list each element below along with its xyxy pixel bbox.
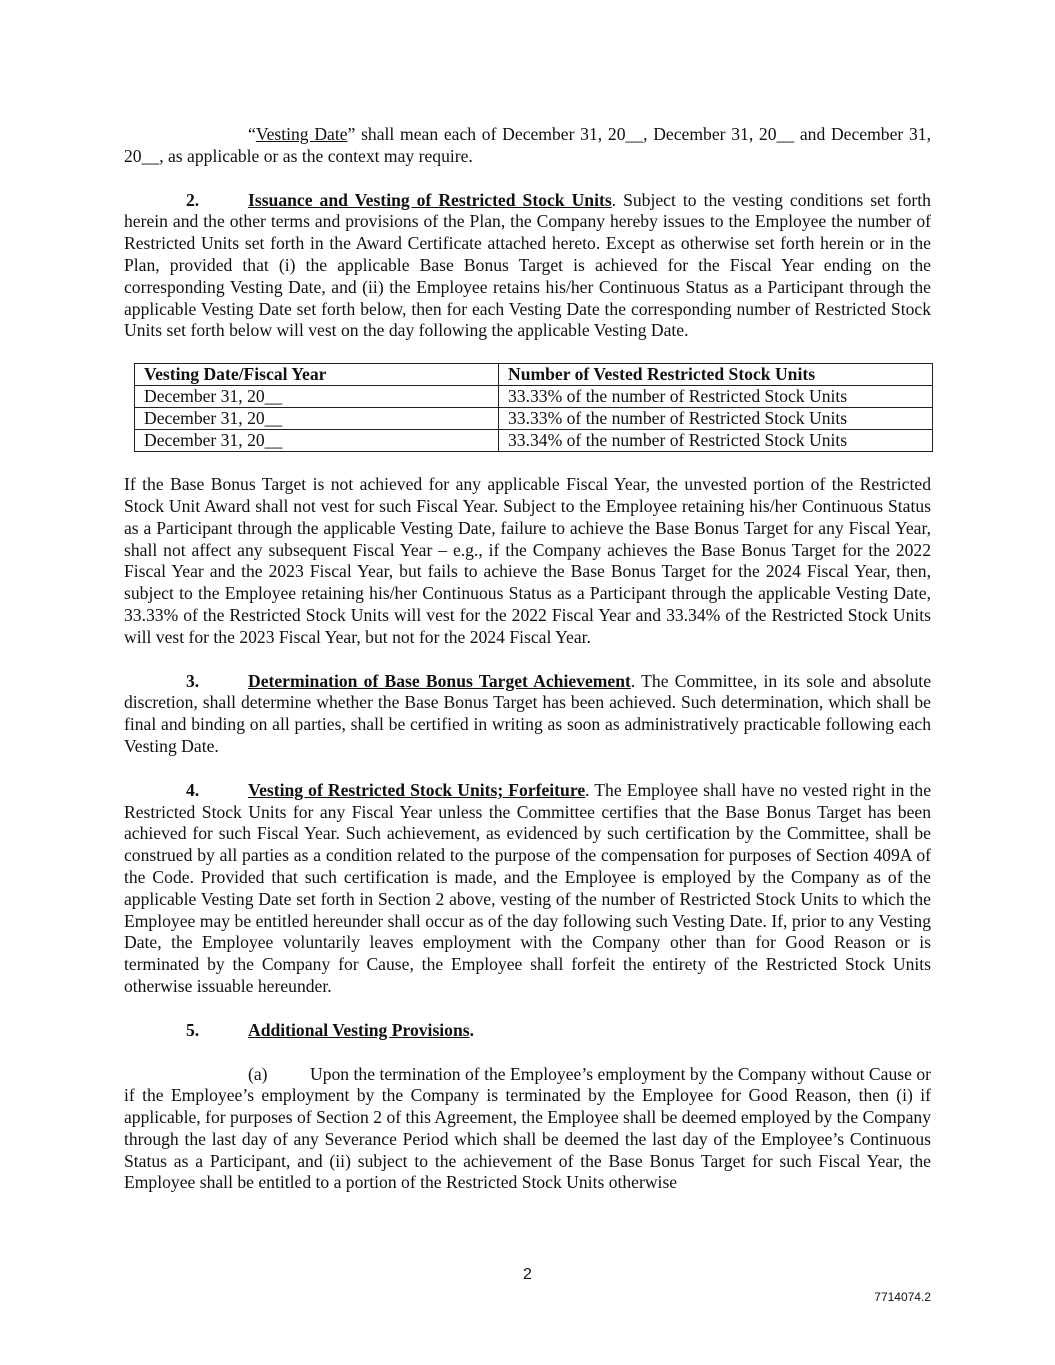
defined-term: Vesting Date [255,124,348,144]
section-5-title-end: . [469,1019,475,1040]
section-4-body: The Employee shall have no vested right in the Restricted Stock Units for any Fiscal Year unless the Committee certifies that the Base Bonus Target has been achieved for such Fiscal Year. Such achievement, as evidenced by such certification by the Committee, shall be construed by all parties as a condition related to the purpose of the compensation for purposes of Section 409A of the Code. Provided that such certification is made, and the Employee is employed by the Company as of the applicable Vesting Date set forth in Section 2 above, vesting of the number of Restricted Stock Units to which the Employee may be entitled hereunder shall occur as of the day following such Vesting Date. If, prior to any Vesting Date, the Employee voluntarily leaves employment with the Company other than for Good Reason or is terminated by the Company for Cause, the Employee shall forfeit the entirety of the Restricted Stock Units otherwise issuable hereunder. [124,779,932,996]
table-row [135,386,933,408]
section-3-title-end: . [630,670,636,691]
section-5 [124,1020,931,1042]
section-3-body: The Committee, in its sole and absolute discretion, shall determine whether the Base Bonus Target has been achieved. Such determination, which shall be final and binding on all parties, shall be certified in writing as soon as administratively practicable following each Vesting Date. [124,670,932,756]
section-4-title-end: . [585,779,590,800]
section-5-number: 5. [186,1019,200,1040]
section-2-title: Issuance and Vesting of Restricted Stock Units [248,189,612,210]
section-5-title: Additional Vesting Provisions [248,1019,470,1040]
section-2-body: Subject to the vesting conditions set forth herein and the other terms and provisions of the Plan, the Company hereby issues to the Employee the number of Restricted Units set forth in the Award Certificate attached hereto. Except as otherwise set forth herein or in the Plan, provided that (i) the applicable Base Bonus Target is achieved for the Fiscal Year ending on the corresponding Vesting Date, and (ii) the Employee retains his/her Continuous Status as a Participant through the applicable Vesting Date set forth below, then for each Vesting Date the corresponding number of Restricted Stock Units set forth below will vest on the day following the applicable Vesting Date. [124,189,931,341]
table-header-row [135,364,933,386]
open-quote: “ [248,124,256,144]
table-row [135,430,933,452]
document-id: 7714074.2 [874,1290,931,1304]
vesting-date-cell: December 31, 20__ [135,408,499,430]
vested-units-cell: 33.33% of the number of Restricted Stock Units [499,386,933,408]
column-header-vesting-date: Vesting Date/Fiscal Year [135,364,499,386]
base-bonus-target-paragraph: If the Base Bonus Target is not achieved for any applicable Fiscal Year, the unvested portion of the Restricted Stock Unit Award shall not vest for such Fiscal Year. Subject to the Employee retaining his/her Continuous Status as a Participant through the applicable Vesting Date, failure to achieve the Base Bonus Target for any Fiscal Year, shall not affect any subsequent Fiscal Year – e.g., if the Company achieves the Base Bonus Target for the 2022 Fiscal Year and the 2023 Fiscal Year, but fails to achieve the Base Bonus Target for the 2024 Fiscal Year, then, subject to the Employee retaining his/her Continuous Status as a Participant through the applicable Vesting Date, 33.33% of the Restricted Stock Units will vest for the 2022 Fiscal Year and 33.34% of the Restricted Stock Units will vest for the 2023 Fiscal Year, but not for the 2024 Fiscal Year. [124,474,931,647]
page-number: 2 [523,1266,532,1283]
table-row [135,408,933,430]
vesting-date-cell: December 31, 20__ [135,386,499,408]
vested-units-cell: 33.34% of the number of Restricted Stock Units [499,430,933,452]
section-2 [124,190,931,343]
vesting-date-cell: December 31, 20__ [135,430,499,452]
definition-text: ” shall mean each of December 31, 20__, December 31, 20__ and December 31, 20__, as applicable or as the context may require. [124,124,931,166]
section-4-title: Vesting of Restricted Stock Units; Forfeiture [248,779,586,800]
section-4 [124,780,931,998]
section-5a [124,1064,931,1195]
subsection-a-body: Upon the termination of the Employee’s employment by the Company without Cause or if the Employee’s employment by the Company is terminated by the Employee for Good Reason, then (i) if applicable, for purposes of Section 2 of this Agreement, the Employee shall be deemed employed by the Company through the last day of any Severance Period which shall be deemed the last day of the Employee’s Continuous Status as a Participant, and (ii) subject to the achievement of the Base Bonus Target for such Fiscal Year, the Employee shall be entitled to a portion of the Restricted Stock Units otherwise [124,1063,931,1193]
vesting-schedule-table [134,363,933,452]
vesting-date-definition [124,124,931,168]
section-2-number: 2. [186,189,200,210]
vested-units-cell: 33.33% of the number of Restricted Stock Units [499,408,933,430]
subsection-a-label: (a) [248,1063,268,1084]
section-3 [124,671,931,758]
section-2-title-end: . [611,189,617,210]
section-3-title: Determination of Base Bonus Target Achievement [248,670,631,691]
document-page [124,124,931,1194]
column-header-vested-units: Number of Vested Restricted Stock Units [499,364,933,386]
section-3-number: 3. [186,670,200,691]
section-4-number: 4. [186,779,200,800]
